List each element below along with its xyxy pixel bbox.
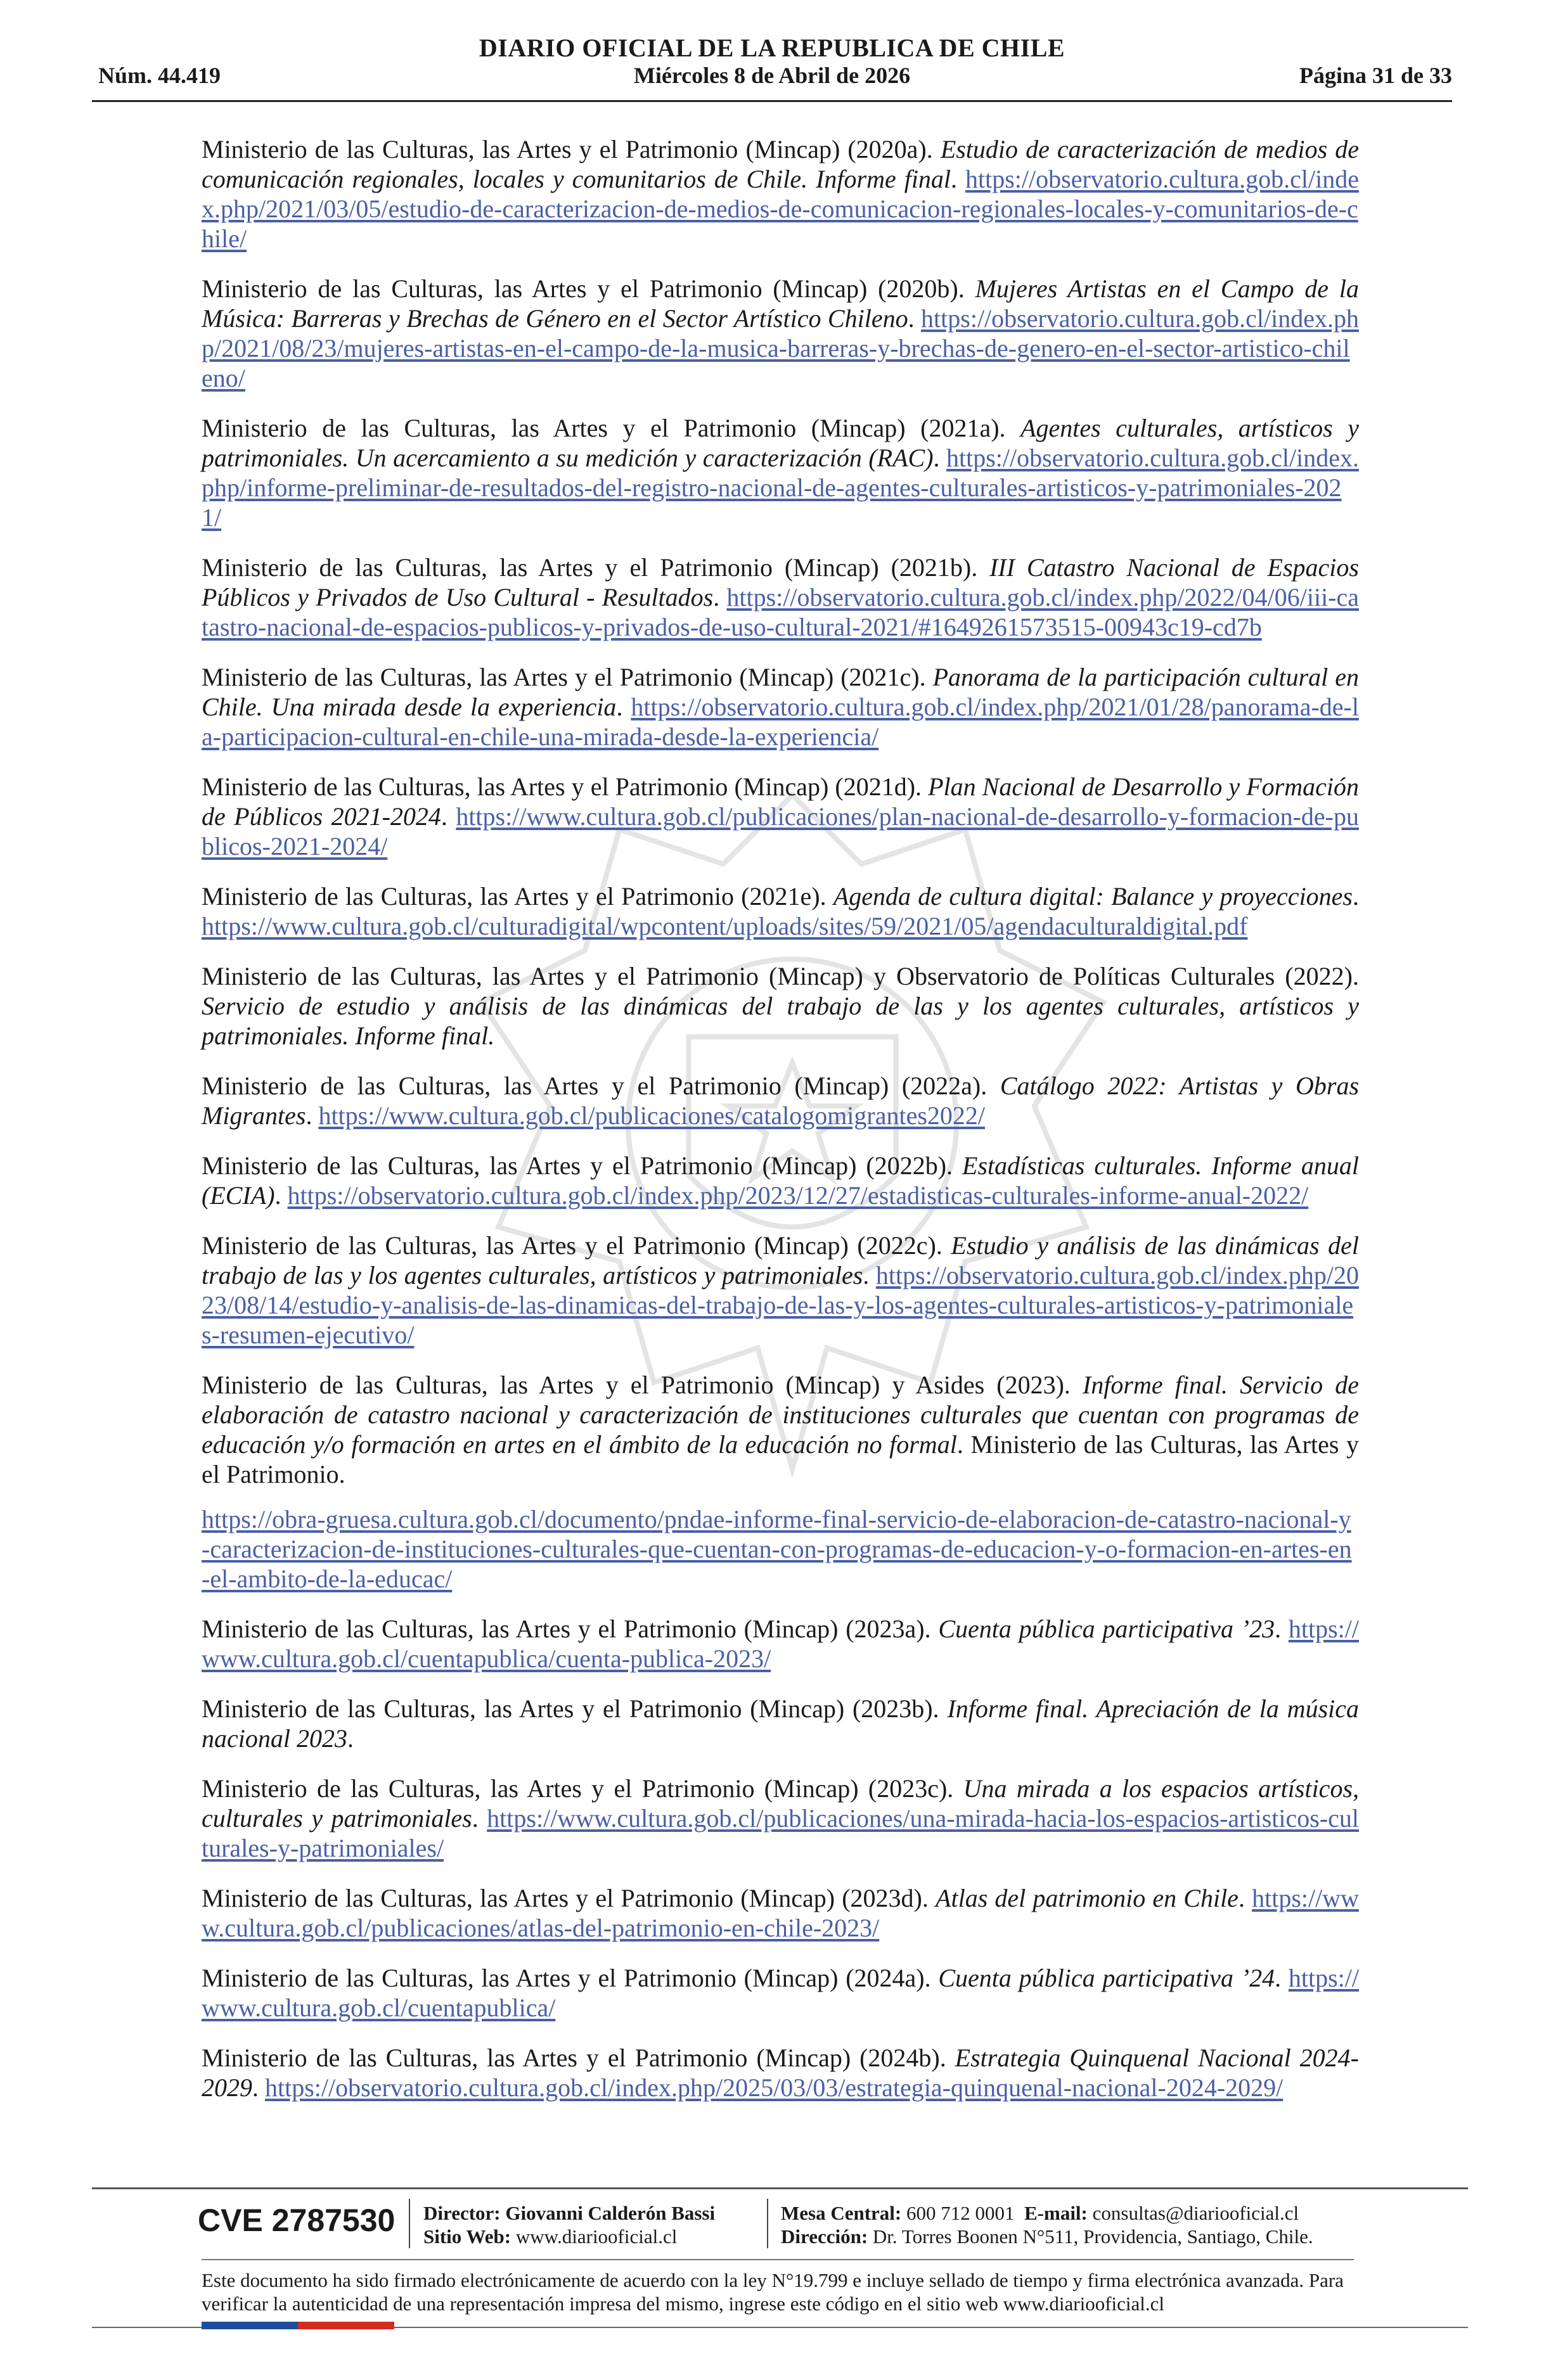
address-value: Dr. Torres Boonen N°511, Providencia, Santiago, Chile. bbox=[872, 2225, 1313, 2248]
reference-entry bbox=[202, 1071, 1359, 1130]
reference-list bbox=[202, 134, 1359, 2123]
reference-separator: . bbox=[441, 802, 456, 831]
reference-link[interactable]: https://obra-gruesa.cultura.gob.cl/documento/pndae-informe-final-servicio-de-elaboracion-de-catastro-nacional-y-caracterizacion-de-instituciones-culturales-que-cuentan-con-programas-de-educacion-y-o-formacion-en-artes-en-el-ambito-de-la-educac/ bbox=[202, 1505, 1352, 1593]
reference-link[interactable]: https://observatorio.cultura.gob.cl/index.php/2022/04/06/iii-catastro-nacional-de-espacios-publicos-y-privados-de-uso-cultural-2021/#1649261573515-00943c19-cd7b bbox=[202, 583, 1360, 641]
site-label: Sitio Web: bbox=[423, 2225, 511, 2248]
reference-separator: . bbox=[274, 1181, 288, 1210]
reference-entry bbox=[202, 413, 1359, 532]
reference-separator: . Ministerio de las Culturas, las Artes y el Patrimonio. bbox=[202, 1430, 1359, 1488]
reference-entry bbox=[202, 1963, 1359, 2023]
reference-title: Cuenta pública participativa ’24 bbox=[938, 1964, 1275, 1992]
reference-separator: . bbox=[933, 444, 947, 472]
flag-blue-stripe bbox=[202, 2322, 298, 2329]
reference-author: Ministerio de las Culturas, las Artes y el Patrimonio (Mincap) (2023d). bbox=[202, 1884, 936, 1912]
director-label: Director: bbox=[423, 2202, 501, 2224]
reference-link[interactable]: https://observatorio.cultura.gob.cl/index.php/2025/03/03/estrategia-quinquenal-nacional-2024-2029/ bbox=[265, 2073, 1283, 2102]
reference-entry bbox=[202, 553, 1359, 642]
reference-link[interactable]: https://www.cultura.gob.cl/cuentapublica/ bbox=[202, 1964, 1360, 2022]
reference-entry bbox=[202, 2043, 1359, 2102]
reference-separator: . bbox=[252, 2073, 265, 2102]
reference-separator: . bbox=[347, 1724, 354, 1753]
reference-title: Agentes culturales, artísticos y patrimoniales. Un acercamiento a su medición y caracterización (RAC) bbox=[202, 414, 1360, 472]
reference-author: Ministerio de las Culturas, las Artes y el Patrimonio (Mincap) (2021b). bbox=[202, 553, 990, 582]
page-number: Página 31 de 33 bbox=[1299, 63, 1452, 88]
reference-entry bbox=[202, 1151, 1359, 1210]
reference-title: Informe final. Servicio de elaboración de catastro nacional y caracterización de instituciones culturales que cuentan con programas de educación y/o formación en artes en el ámbito de la educación no formal bbox=[202, 1371, 1359, 1459]
site-link[interactable]: www.diariooficial.cl bbox=[515, 2225, 678, 2248]
reference-link[interactable]: https://www.cultura.gob.cl/cuentapublica/cuenta-publica-2023/ bbox=[202, 1615, 1360, 1673]
reference-link[interactable]: https://www.cultura.gob.cl/publicaciones/catalogomigrantes2022/ bbox=[318, 1101, 986, 1130]
reference-title: Plan Nacional de Desarrollo y Formación de Públicos 2021-2024 bbox=[202, 772, 1359, 831]
reference-link[interactable]: https://observatorio.cultura.gob.cl/index.php/2023/12/27/estadisticas-culturales-informe-anual-2022/ bbox=[287, 1181, 1309, 1210]
reference-title: Estrategia Quinquenal Nacional 2024-2029 bbox=[202, 2044, 1359, 2102]
cve-code: CVE 2787530 bbox=[198, 2203, 396, 2238]
address-label: Dirección: bbox=[781, 2225, 868, 2248]
reference-title: Cuenta pública participativa ’23 bbox=[938, 1615, 1275, 1643]
footer-separator bbox=[767, 2199, 768, 2248]
reference-author: Ministerio de las Culturas, las Artes y el Patrimonio (Mincap) (2020a). bbox=[202, 135, 941, 163]
reference-separator: . bbox=[616, 693, 631, 721]
reference-author: Ministerio de las Culturas, las Artes y el Patrimonio (Mincap) (2023b). bbox=[202, 1694, 948, 1723]
reference-title: Agenda de cultura digital: Balance y proyecciones bbox=[833, 882, 1353, 911]
reference-author: Ministerio de las Culturas, las Artes y el Patrimonio (Mincap) (2022b). bbox=[202, 1151, 963, 1180]
reference-author: Ministerio de las Culturas, las Artes y el Patrimonio (Mincap) (2024b). bbox=[202, 2044, 955, 2072]
director-name: Giovanni Calderón Bassi bbox=[505, 2202, 716, 2224]
reference-author: Ministerio de las Culturas, las Artes y el Patrimonio (Mincap) (2021a). bbox=[202, 414, 1021, 442]
reference-author: Ministerio de las Culturas, las Artes y el Patrimonio (Mincap) y Asides (2023). bbox=[202, 1371, 1083, 1399]
footer-contact-block bbox=[781, 2201, 1313, 2248]
reference-separator: . bbox=[863, 1261, 876, 1289]
reference-title: Estudio y análisis de las dinámicas del trabajo de las y los agentes culturales, artísticos y patrimoniales bbox=[202, 1231, 1360, 1289]
reference-entry bbox=[202, 662, 1359, 752]
footer-director-block bbox=[423, 2201, 715, 2248]
reference-separator: . bbox=[1275, 1964, 1289, 1992]
header-divider bbox=[92, 100, 1452, 102]
email-label: E-mail: bbox=[1024, 2202, 1088, 2224]
reference-link[interactable]: https://observatorio.cultura.gob.cl/index.php/2021/01/28/panorama-de-la-participacion-cultural-en-chile-una-mirada-desde-la-experiencia/ bbox=[202, 693, 1359, 751]
publication-date: Miércoles 8 de Abril de 2026 bbox=[633, 63, 911, 88]
reference-author: Ministerio de las Culturas, las Artes y el Patrimonio (Mincap) (2023c). bbox=[202, 1774, 963, 1803]
reference-entry bbox=[202, 961, 1359, 1051]
reference-title: Estadísticas culturales. Informe anual (ECIA) bbox=[202, 1151, 1359, 1210]
reference-author: Ministerio de las Culturas, las Artes y el Patrimonio (Mincap) (2020b). bbox=[202, 274, 975, 303]
reference-author: Ministerio de las Culturas, las Artes y el Patrimonio (Mincap) (2021c). bbox=[202, 663, 933, 691]
reference-author: Ministerio de las Culturas, las Artes y el Patrimonio (Mincap) (2024a). bbox=[202, 1964, 939, 1992]
reference-author: Ministerio de las Culturas, las Artes y el Patrimonio (2021e). bbox=[202, 882, 833, 911]
reference-separator: . bbox=[1275, 1615, 1289, 1643]
reference-entry bbox=[202, 1694, 1359, 1753]
reference-title: III Catastro Nacional de Espacios Públicos y Privados de Uso Cultural - Resultados bbox=[202, 553, 1359, 611]
reference-entry bbox=[202, 772, 1359, 861]
reference-author: Ministerio de las Culturas, las Artes y el Patrimonio (Mincap) y Observatorio de Políticas Culturales (2022). bbox=[202, 962, 1359, 990]
reference-title: Atlas del patrimonio en Chile bbox=[936, 1884, 1238, 1912]
reference-author: Ministerio de las Culturas, las Artes y el Patrimonio (Mincap) (2021d). bbox=[202, 772, 929, 801]
footer-separator bbox=[409, 2199, 410, 2248]
publication-title: DIARIO OFICIAL DE LA REPUBLICA DE CHILE bbox=[479, 34, 1065, 62]
reference-title: Mujeres Artistas en el Campo de la Música: Barreras y Brechas de Género en el Sector Artístico Chileno bbox=[202, 274, 1359, 333]
flag-color-bar bbox=[202, 2322, 394, 2329]
reference-title: Panorama de la participación cultural en Chile. Una mirada desde la experiencia bbox=[202, 663, 1359, 721]
reference-title: Catálogo 2022: Artistas y Obras Migrantes bbox=[202, 1072, 1360, 1130]
phone-label: Mesa Central: bbox=[781, 2202, 902, 2224]
reference-link[interactable]: https://www.cultura.gob.cl/publicaciones/atlas-del-patrimonio-en-chile-2023/ bbox=[202, 1884, 1359, 1942]
reference-separator: . bbox=[472, 1804, 487, 1833]
reference-separator: . bbox=[306, 1101, 319, 1130]
reference-author: Ministerio de las Culturas, las Artes y el Patrimonio (Mincap) (2023a). bbox=[202, 1615, 939, 1643]
issue-number: Núm. 44.419 bbox=[98, 63, 221, 88]
reference-link[interactable]: https://observatorio.cultura.gob.cl/index.php/2021/03/05/estudio-de-caracterizacion-de-medios-de-comunicacion-regionales-locales-y-comunitarios-de-chile/ bbox=[202, 165, 1359, 253]
reference-entry bbox=[202, 1231, 1359, 1350]
reference-author: Ministerio de las Culturas, las Artes y el Patrimonio (Mincap) (2022a). bbox=[202, 1072, 1000, 1100]
reference-separator: . bbox=[951, 165, 966, 193]
reference-title: Servicio de estudio y análisis de las dinámicas del trabajo de las y los agentes culturales, artísticos y patrimoniales. Informe final. bbox=[202, 992, 1359, 1050]
reference-entry bbox=[202, 1504, 1359, 1594]
reference-link[interactable]: https://observatorio.cultura.gob.cl/index.php/2023/08/14/estudio-y-analisis-de-las-dinamicas-del-trabajo-de-las-y-los-agentes-culturales-artisticos-y-patrimoniales-resumen-ejecutivo/ bbox=[202, 1261, 1360, 1349]
reference-link[interactable]: https://observatorio.cultura.gob.cl/index.php/2021/08/23/mujeres-artistas-en-el-campo-de-la-musica-barreras-y-brechas-de-genero-en-el-sector-artistico-chileno/ bbox=[202, 304, 1360, 392]
reference-link[interactable]: https://observatorio.cultura.gob.cl/index.php/informe-preliminar-de-resultados-del-registro-nacional-de-agentes-culturales-artisticos-y-patrimoniales-2021/ bbox=[202, 444, 1359, 532]
legal-notice: Este documento ha sido firmado electrónicamente de acuerdo con la ley N°19.799 e incluye sellado de tiempo y firma electrónica avanzada. Para verificar la autenticidad de una representación impresa del mismo, ingrese este código en el sitio web www.diariooficial.cl bbox=[202, 2269, 1344, 2315]
reference-separator: . bbox=[1238, 1884, 1252, 1912]
reference-link[interactable]: https://www.cultura.gob.cl/publicaciones/plan-nacional-de-desarrollo-y-formacion-de-publicos-2021-2024/ bbox=[202, 802, 1359, 861]
footer-divider bbox=[92, 2187, 1468, 2189]
reference-link[interactable]: https://www.cultura.gob.cl/publicaciones/una-mirada-hacia-los-espacios-artisticos-culturales-y-patrimoniales/ bbox=[202, 1804, 1360, 1862]
reference-link[interactable]: https://www.cultura.gob.cl/culturadigital/wpcontent/uploads/sites/59/2021/05/agendaculturaldigital.pdf bbox=[202, 912, 1248, 940]
phone-value: 600 712 0001 bbox=[906, 2202, 1015, 2224]
reference-separator: . bbox=[713, 583, 727, 611]
reference-entry bbox=[202, 1774, 1359, 1863]
reference-title: Una mirada a los espacios artísticos, culturales y patrimoniales bbox=[202, 1774, 1360, 1833]
reference-entry bbox=[202, 274, 1359, 393]
reference-author: Ministerio de las Culturas, las Artes y el Patrimonio (Mincap) (2022c). bbox=[202, 1231, 951, 1260]
reference-entry bbox=[202, 1614, 1359, 1673]
reference-separator: . bbox=[908, 304, 922, 333]
footer-divider bbox=[202, 2259, 1354, 2260]
reference-title: Informe final. Apreciación de la música nacional 2023 bbox=[202, 1694, 1360, 1753]
reference-entry bbox=[202, 881, 1359, 941]
reference-entry bbox=[202, 1883, 1359, 1943]
reference-title: Estudio de caracterización de medios de comunicación regionales, locales y comunitarios de Chile. Informe final bbox=[202, 135, 1359, 193]
reference-entry bbox=[202, 1370, 1359, 1489]
email-link[interactable]: consultas@diariooficial.cl bbox=[1092, 2202, 1299, 2224]
flag-red-stripe bbox=[298, 2322, 394, 2329]
reference-separator: . bbox=[1353, 882, 1359, 911]
reference-entry bbox=[202, 134, 1359, 253]
